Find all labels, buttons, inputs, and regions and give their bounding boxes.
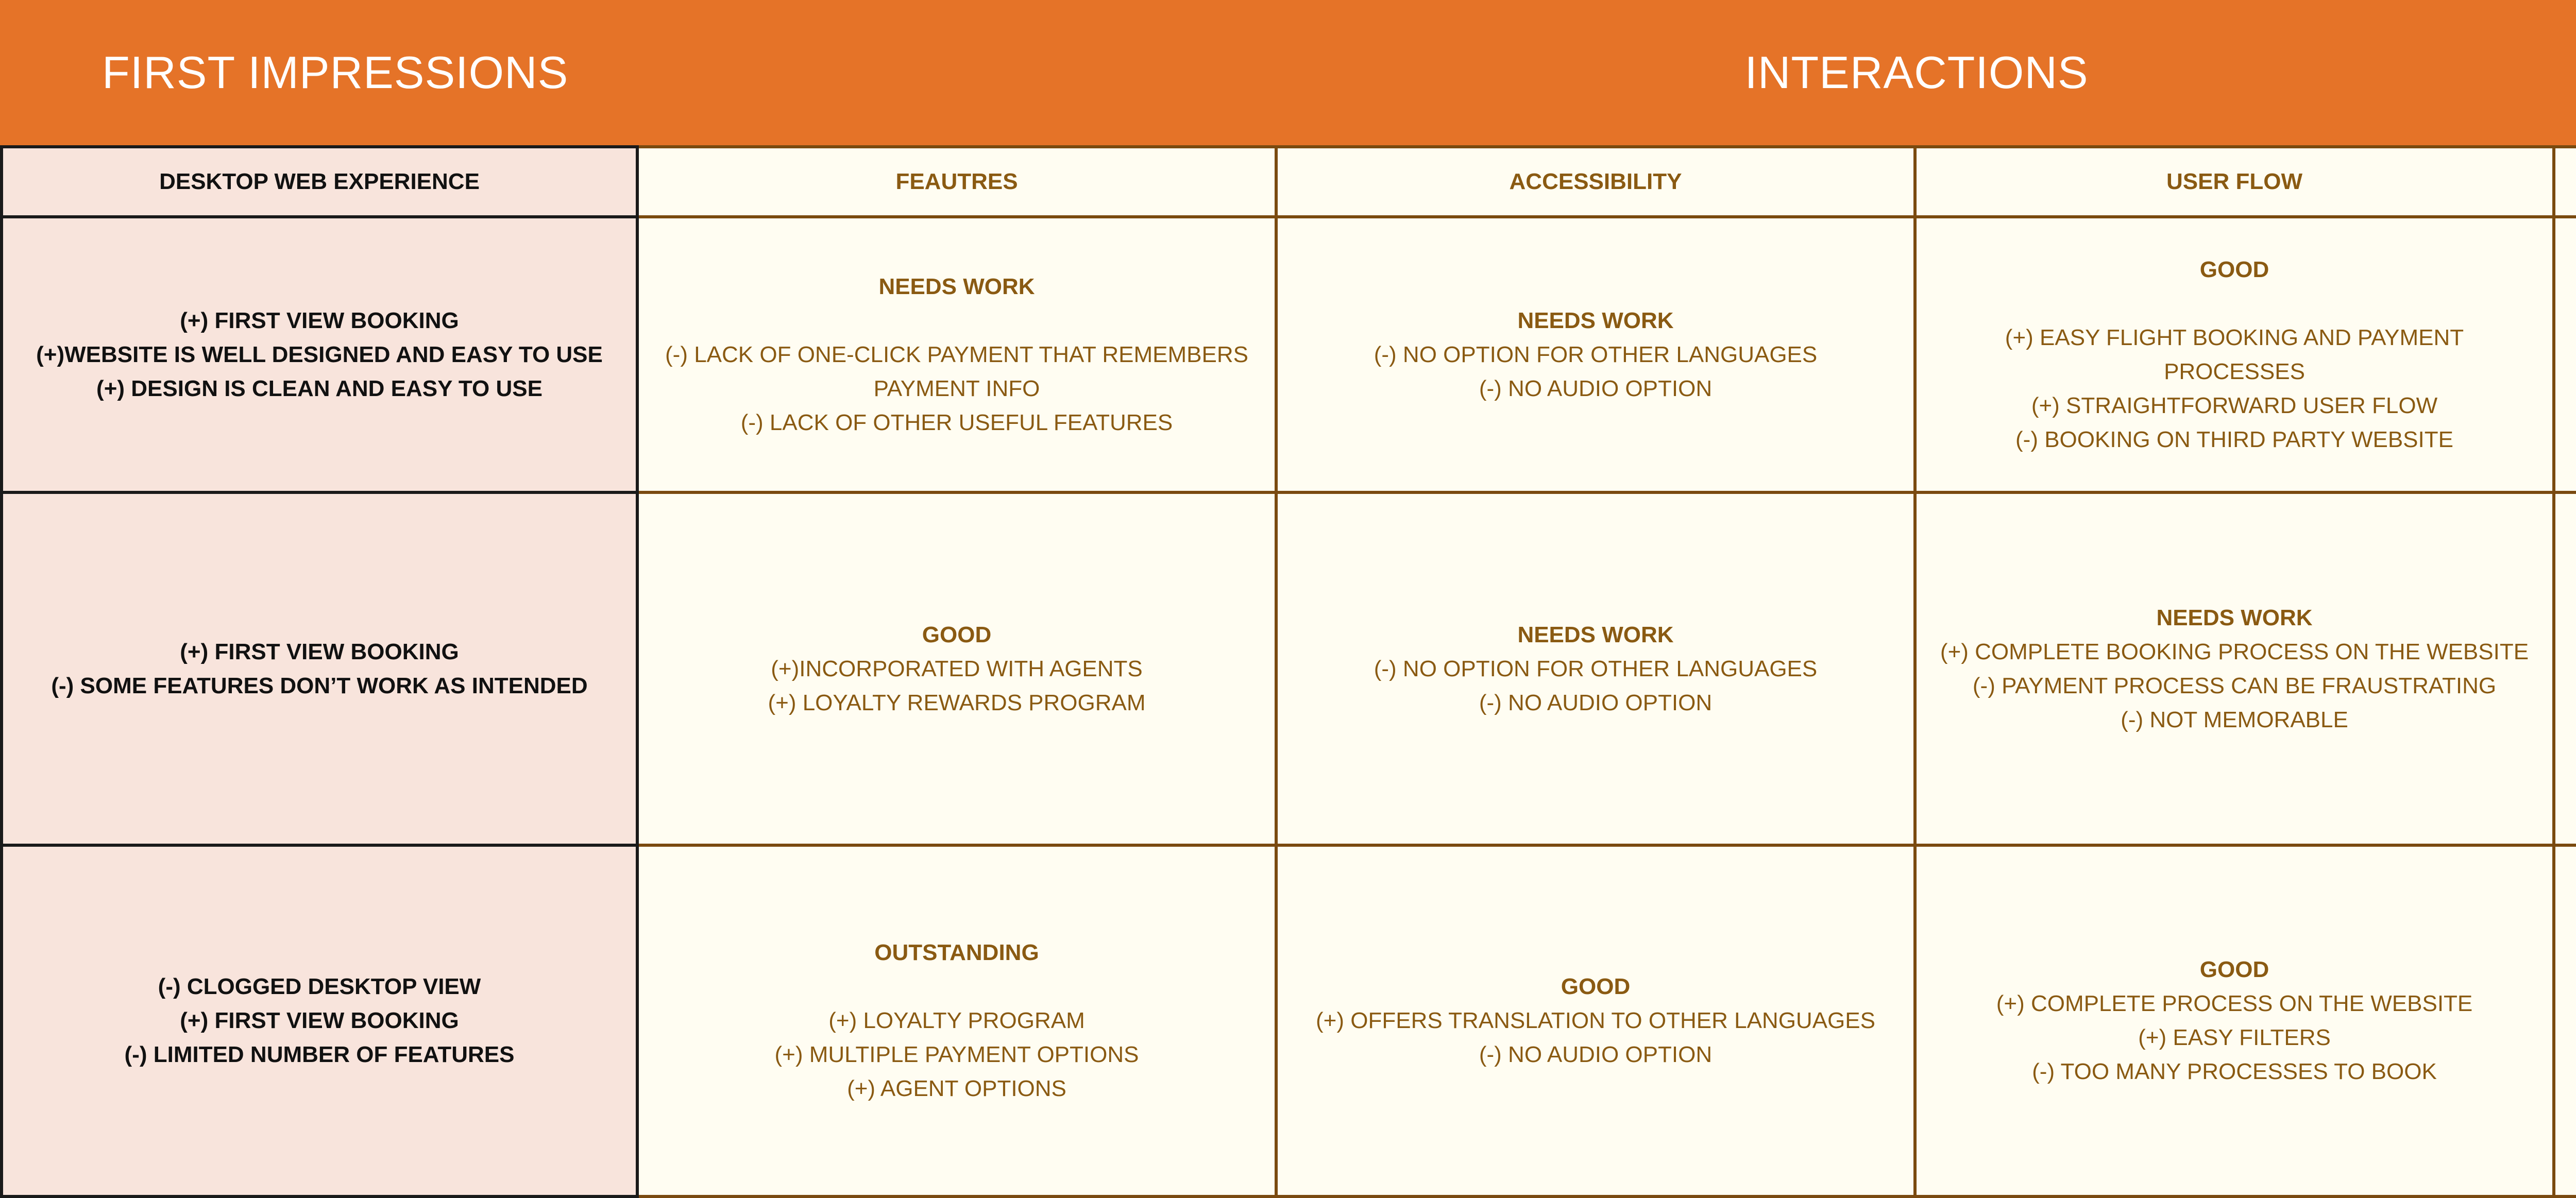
first-impression-item: (+) FIRST VIEW BOOKING xyxy=(180,307,459,333)
finding-item: (-) NOT MEMORABLE xyxy=(2121,707,2348,732)
finding-item: (-) LACK OF ONE-CLICK PAYMENT THAT REMEMBERS PAYMENT INFO xyxy=(665,341,1248,401)
finding-item: (+)INCORPORATED WITH AGENTS xyxy=(771,656,1143,681)
rating-label: GOOD xyxy=(2199,256,2269,282)
first-impression-item: (+)WEBSITE IS WELL DESIGNED AND EASY TO USE xyxy=(36,341,603,367)
rating-label: NEEDS WORK xyxy=(1517,307,1674,333)
first-impression-item: (+) DESIGN IS CLEAN AND EASY TO USE xyxy=(96,375,543,401)
finding-item: (+) COMPLETE BOOKING PROCESS ON THE WEBSITE xyxy=(1940,639,2529,664)
rating-label: NEEDS WORK xyxy=(1517,622,1674,647)
finding-item: (+) MULTIPLE PAYMENT OPTIONS xyxy=(774,1042,1139,1067)
finding-item: (-) LACK OF OTHER USEFUL FEATURES xyxy=(740,409,1173,435)
finding-item: (+) EASY FILTERS xyxy=(2138,1025,2331,1050)
first-impressions-cell xyxy=(0,218,639,494)
interactions-title: INTERACTIONS xyxy=(1744,47,2089,98)
navigation-cell xyxy=(2555,847,2576,1198)
finding-item: (+) LOYALTY REWARDS PROGRAM xyxy=(768,690,1146,715)
first-impression-item: (-) LIMITED NUMBER OF FEATURES xyxy=(124,1042,515,1067)
evaluation-grid xyxy=(0,145,2576,1198)
navigation-cell xyxy=(2555,494,2576,847)
navigation-cell xyxy=(2555,218,2576,494)
finding-item: (-) NO OPTION FOR OTHER LANGUAGES xyxy=(1374,656,1818,681)
user-flow-cell xyxy=(1917,494,2555,847)
rating-label: NEEDS WORK xyxy=(2156,605,2313,630)
first-impression-item: (+) FIRST VIEW BOOKING xyxy=(180,639,459,664)
first-impression-item: (-) CLOGGED DESKTOP VIEW xyxy=(158,974,481,999)
first-impressions-title: FIRST IMPRESSIONS xyxy=(102,47,569,98)
column-header-features: FEAUTRES xyxy=(639,145,1278,218)
rating-label: GOOD xyxy=(922,622,992,647)
finding-item: (+) STRAIGHTFORWARD USER FLOW xyxy=(2031,392,2438,418)
column-header-user-flow: USER FLOW xyxy=(1917,145,2555,218)
column-header-navigation xyxy=(2555,145,2576,218)
rating-label: NEEDS WORK xyxy=(878,273,1035,299)
user-flow-cell xyxy=(1917,218,2555,494)
finding-item: (-) NO AUDIO OPTION xyxy=(1479,1042,1713,1067)
features-cell xyxy=(639,847,1278,1198)
features-cell xyxy=(639,494,1278,847)
finding-item: (-) PAYMENT PROCESS CAN BE FRAUSTRATING xyxy=(1972,673,2497,698)
finding-item: (-) NO AUDIO OPTION xyxy=(1479,690,1713,715)
finding-item: (+) COMPLETE PROCESS ON THE WEBSITE xyxy=(1996,991,2473,1016)
rating-label: GOOD xyxy=(1561,974,1631,999)
user-flow-cell xyxy=(1917,847,2555,1198)
finding-item: (+) LOYALTY PROGRAM xyxy=(828,1008,1085,1033)
accessibility-cell xyxy=(1278,494,1917,847)
rating-label: GOOD xyxy=(2199,957,2269,982)
accessibility-cell xyxy=(1278,218,1917,494)
finding-item: (+) EASY FLIGHT BOOKING AND PAYMENT PROCESSES xyxy=(2005,324,2464,384)
finding-item: (-) NO OPTION FOR OTHER LANGUAGES xyxy=(1374,341,1818,367)
first-impression-item: (+) FIRST VIEW BOOKING xyxy=(180,1008,459,1033)
finding-item: (-) TOO MANY PROCESSES TO BOOK xyxy=(2032,1059,2437,1084)
finding-item: (-) BOOKING ON THIRD PARTY WEBSITE xyxy=(2015,426,2453,452)
first-impressions-cell xyxy=(0,494,639,847)
features-cell xyxy=(639,218,1278,494)
column-header-accessibility: ACCESSIBILITY xyxy=(1278,145,1917,218)
first-impression-item: (-) SOME FEATURES DON’T WORK AS INTENDED xyxy=(51,673,588,698)
finding-item: (-) NO AUDIO OPTION xyxy=(1479,375,1713,401)
header-banner xyxy=(0,0,2576,145)
rating-label: OUTSTANDING xyxy=(874,940,1039,965)
first-impressions-cell xyxy=(0,847,639,1198)
finding-item: (+) AGENT OPTIONS xyxy=(847,1076,1066,1101)
column-header-desktop-web-experience: DESKTOP WEB EXPERIENCE xyxy=(0,145,639,218)
accessibility-cell xyxy=(1278,847,1917,1198)
finding-item: (+) OFFERS TRANSLATION TO OTHER LANGUAGES xyxy=(1316,1008,1875,1033)
